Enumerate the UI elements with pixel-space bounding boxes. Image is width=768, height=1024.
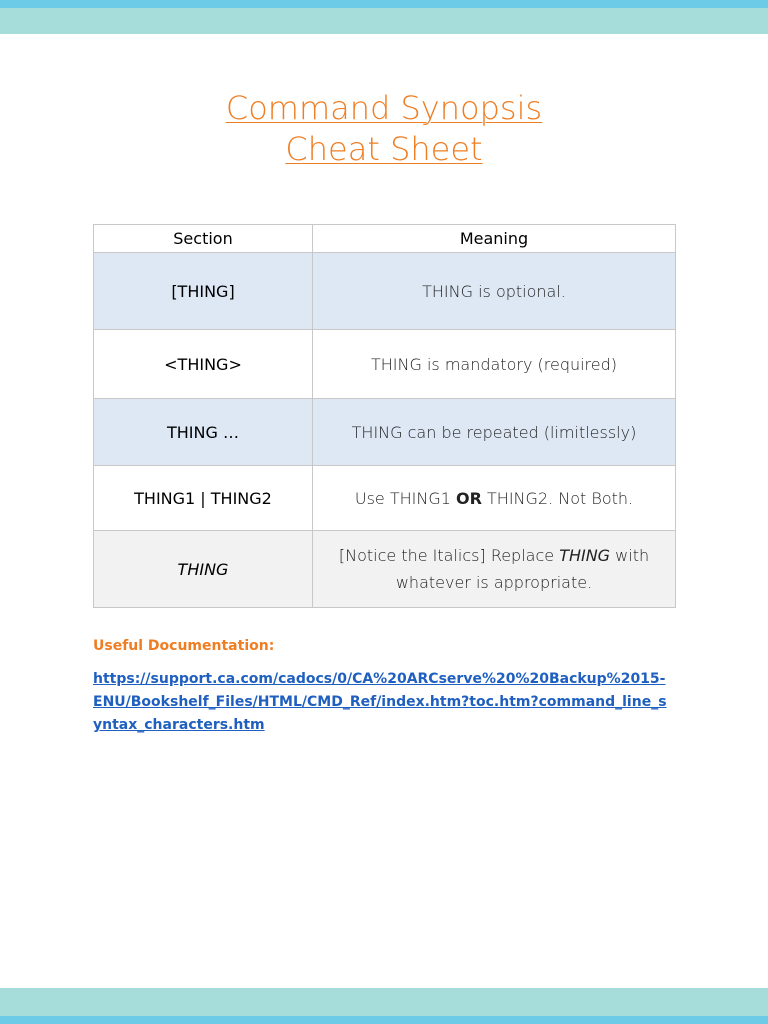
title-line-2: Cheat Sheet	[285, 130, 483, 168]
documentation-heading: Useful Documentation:	[93, 638, 275, 654]
header-section: Section	[94, 225, 313, 253]
meaning-cell	[313, 531, 676, 608]
table-header-row	[94, 225, 676, 253]
table-row	[94, 466, 676, 531]
table-row	[94, 399, 676, 466]
top-decorative-band	[0, 0, 768, 34]
section-cell: THING …	[94, 399, 313, 466]
title-line-1: Command Synopsis	[225, 89, 543, 127]
section-cell: [THING]	[94, 253, 313, 330]
meaning-text: THING2. Not Both.	[481, 488, 634, 508]
documentation-link[interactable]: https://support.ca.com/cadocs/0/CA%20ARCserve%20%20Backup%2015-ENU/Bookshelf_Files/HTML/CMD_Ref/index.htm?toc.htm?command_line_syntax_characters.htm	[93, 671, 667, 733]
page-title	[0, 88, 768, 170]
section-cell: THING1 | THING2	[94, 466, 313, 531]
meaning-cell	[313, 466, 676, 531]
header-meaning: Meaning	[313, 225, 676, 253]
table-row	[94, 253, 676, 330]
table-row	[94, 531, 676, 608]
meaning-cell: THING is mandatory (required)	[313, 330, 676, 399]
meaning-cell: THING is optional.	[313, 253, 676, 330]
meaning-bold-text: OR	[456, 488, 482, 508]
meaning-text: with whatever is appropriate.	[395, 546, 650, 592]
meaning-italic-text: THING	[559, 546, 611, 565]
bottom-decorative-band	[0, 988, 768, 1024]
synopsis-table	[93, 224, 676, 608]
table-row	[94, 330, 676, 399]
meaning-text: [Notice the Italics] Replace	[338, 546, 560, 565]
section-cell: <THING>	[94, 330, 313, 399]
meaning-text: Use THING1	[354, 488, 456, 508]
meaning-cell: THING can be repeated (limitlessly)	[313, 399, 676, 466]
section-cell: THING	[94, 531, 313, 608]
